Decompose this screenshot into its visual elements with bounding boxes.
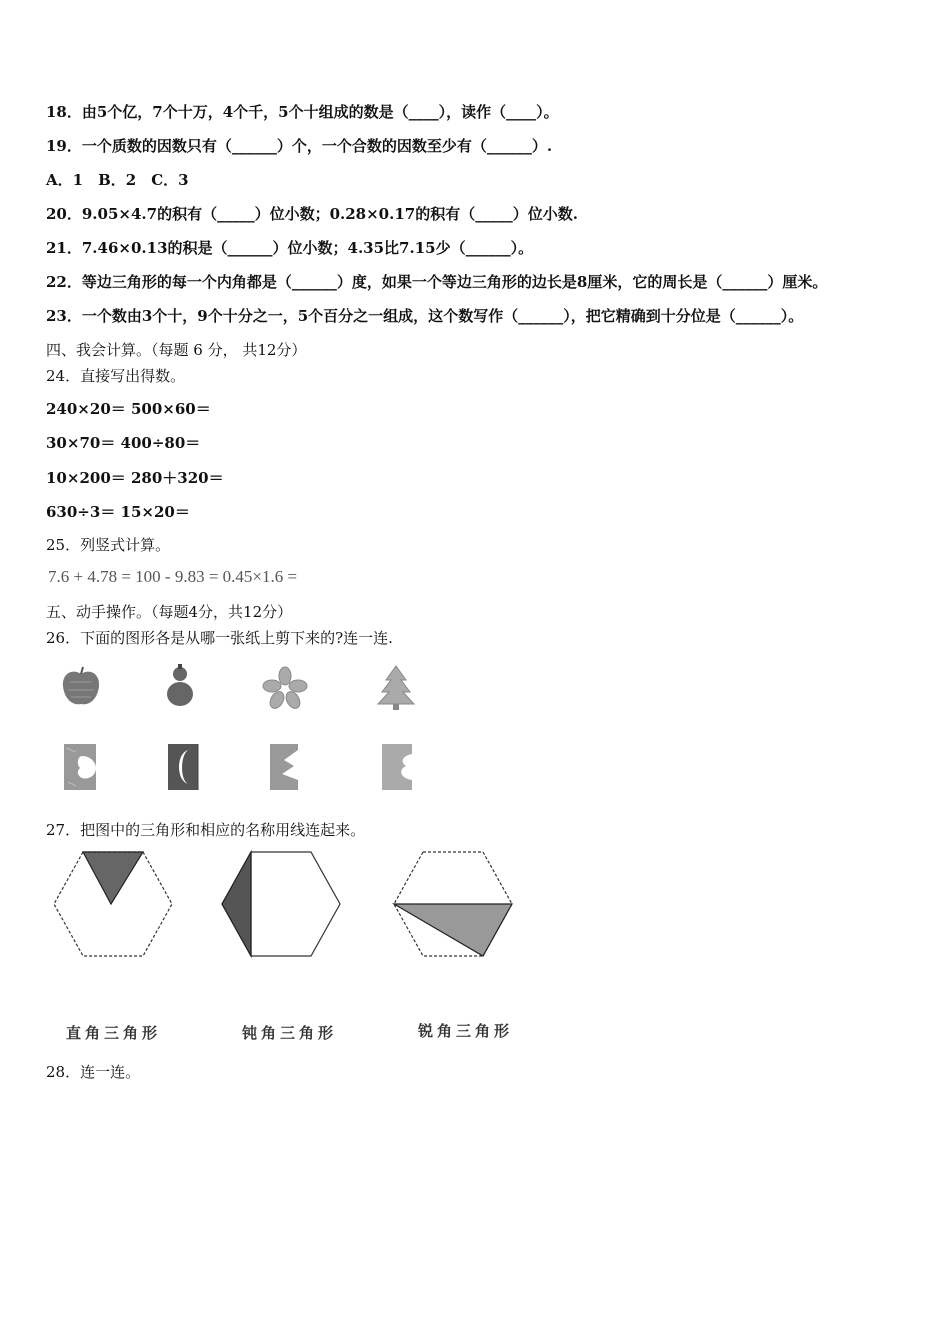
question-25: 25．列竖式计算。 [46, 536, 171, 554]
label-acute-triangle: 锐角三角形 [418, 1022, 514, 1040]
question-25-expressions: 7.6 + 4.78 = 100 - 9.83 = 0.45×1.6 = [48, 567, 298, 586]
paper-cutout [162, 740, 202, 792]
calc-row: 630÷3＝ 15×20＝ [46, 503, 190, 521]
apple-shape-icon [58, 664, 104, 710]
calc-row: 10×200＝ 280＋320＝ [46, 469, 224, 487]
tree-shape-icon [374, 664, 418, 712]
hexagon-acute-triangle-figure [48, 850, 178, 960]
question-24: 24．直接写出得数。 [46, 367, 186, 385]
question-20: 20．9.05×4.7的积有（_____）位小数；0.28×0.17的积有（_____）位小数. [46, 205, 578, 223]
paper-cutout [266, 742, 302, 792]
question-28: 28．连一连。 [46, 1063, 141, 1081]
calc-row: 240×20＝ 500×60＝ [46, 400, 211, 418]
question-22: 22．等边三角形的每一个内角都是（______）度，如果一个等边三角形的边长是8厘米，它的周长是（______）厘米。 [46, 273, 828, 291]
gourd-shape-icon [160, 662, 200, 710]
label-right-triangle: 直角三角形 [66, 1024, 162, 1042]
question-19-options: A．1 B．2 C．3 [46, 171, 189, 189]
question-27: 27．把图中的三角形和相应的名称用线连起来。 [46, 821, 366, 839]
question-21: 21．7.46×0.13的积是（______）位小数；4.35比7.15少（______）。 [46, 239, 534, 257]
calc-row: 30×70＝ 400÷80＝ [46, 434, 201, 452]
paper-cutout [62, 742, 98, 792]
section-5-title: 五、动手操作。（每题4分，共12分） [46, 603, 293, 621]
question-23: 23．一个数由3个十，9个十分之一，5个百分之一组成，这个数写作（______），把它精确到十分位是（______）。 [46, 307, 804, 325]
section-4-title: 四、我会计算。（每题 6 分， 共12分） [46, 341, 307, 359]
question-26: 26．下面的图形各是从哪一张纸上剪下来的?连一连. [46, 629, 393, 647]
hexagon-obtuse-triangle-figure [388, 850, 518, 960]
question-19: 19．一个质数的因数只有（______）个，一个合数的因数至少有（______）. [46, 137, 553, 155]
hexagon-right-triangle-figure [216, 850, 346, 960]
label-obtuse-triangle: 钝角三角形 [242, 1024, 338, 1042]
question-18: 18．由5个亿，7个十万，4个千，5个十组成的数是（____），读作（____）。 [46, 103, 559, 121]
paper-cutout [380, 742, 414, 792]
flower-shape-icon [262, 666, 308, 710]
